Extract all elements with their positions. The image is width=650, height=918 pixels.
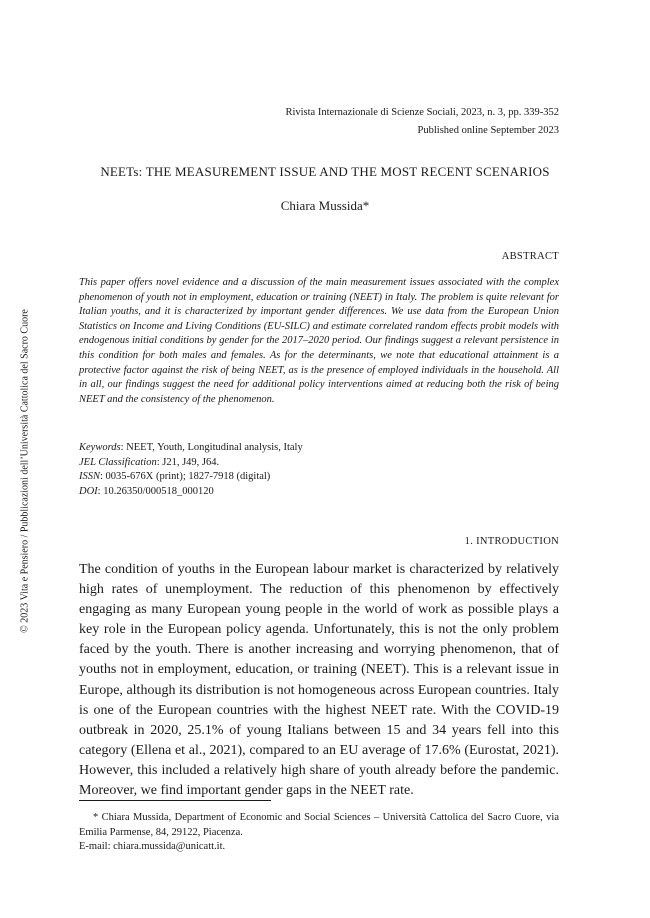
keywords-value: : NEET, Youth, Longitudinal analysis, Italy xyxy=(120,442,303,453)
doi-label: DOI xyxy=(79,485,98,497)
keywords-line xyxy=(79,441,559,456)
issn-value: : 0035-676X (print); 1827-7918 (digital) xyxy=(100,471,271,483)
jel-line xyxy=(79,456,559,471)
doi-value: : 10.26350/000518_000120 xyxy=(97,485,214,497)
jel-label: JEL Classification xyxy=(79,456,157,468)
author-name: Chiara Mussida* xyxy=(280,198,370,213)
keywords-label: Keywords xyxy=(79,442,121,453)
side-copyright-text: © 2023 Vita e Pensiero / Pubblicazioni dell’Università Cattolica del Sacro Cuore xyxy=(19,309,31,633)
footnote-divider xyxy=(79,800,271,801)
footnote-affiliation: * Chiara Mussida, Department of Economic and Social Sciences – Università Cattolica del Sacro Cuore, via Emilia Parmense, 84, 29122, Piacenza. xyxy=(79,812,559,838)
introduction-body xyxy=(79,560,559,801)
abstract-block xyxy=(79,276,559,407)
issn-label: ISSN xyxy=(79,471,100,483)
doi-line xyxy=(79,485,559,500)
introduction-paragraph: The condition of youths in the European labour market is characterized by relatively high rates of unemployment. The reduction of this phenomenon by effectively engaging as many European young people in the world of work as possible plays a key role in the European policy agenda. Unfortunately, this is not the only problem faced by the youth. There is another increasing and worrying phenomenon, that of youths not in employment, education, or training (NEET). This is a relevant issue in Europe, although its distribution is not homogeneous across European countries. Italy is one of the European countries with the highest NEET rate. With the COVID-19 outbreak in 2020, 25.1% of young Italians between 15 and 34 years fell into this category (Ellena et al., 2021), compared to an EU average of 17.6% (Eurostat, 2021). However, this included a relatively high share of youth already before the pandemic. Moreover, we find important gender gaps in the NEET rate. xyxy=(79,562,559,799)
footnote-email: E-mail: chiara.mussida@unicatt.it. xyxy=(79,841,226,853)
publication-date: Published online September 2023 xyxy=(417,125,559,136)
abstract-text: This paper offers novel evidence and a discussion of the main measurement issues associated with the complex phenomenon of youth not in employment, education or training (NEET) in Italy. The problem is quite relevant for Italian youths, and it is characterized by important gender differences. We use data from the European Union Statistics on Income and Living Conditions (EU-SILC) and estimate correlated random effects probit models with endogenous initial conditions by gender for the 2017–2020 period. Our findings suggest a relevant persistence in this condition for both males and females. As for the determinants, we note that educational attainment is a protective factor against the risk of being NEET, as is the presence of employed individuals in the household. All in all, our findings suggest the need for additional policy interventions aimed at reducing both the risk of being NEET and the consistency of the phenomenon. xyxy=(79,277,559,405)
issn-line xyxy=(79,470,559,485)
journal-citation: Rivista Internazionale di Scienze Sociali, 2023, n. 3, pp. 339-352 xyxy=(285,107,559,118)
footnote-block xyxy=(79,811,559,855)
paper-title: NEETs: THE MEASUREMENT ISSUE AND THE MOST RECENT SCENARIOS xyxy=(100,164,550,179)
abstract-heading: ABSTRACT xyxy=(501,251,559,262)
jel-value: : J21, J49, J64. xyxy=(156,456,220,468)
article-metadata xyxy=(79,441,559,499)
section-heading: 1. INTRODUCTION xyxy=(464,536,559,547)
